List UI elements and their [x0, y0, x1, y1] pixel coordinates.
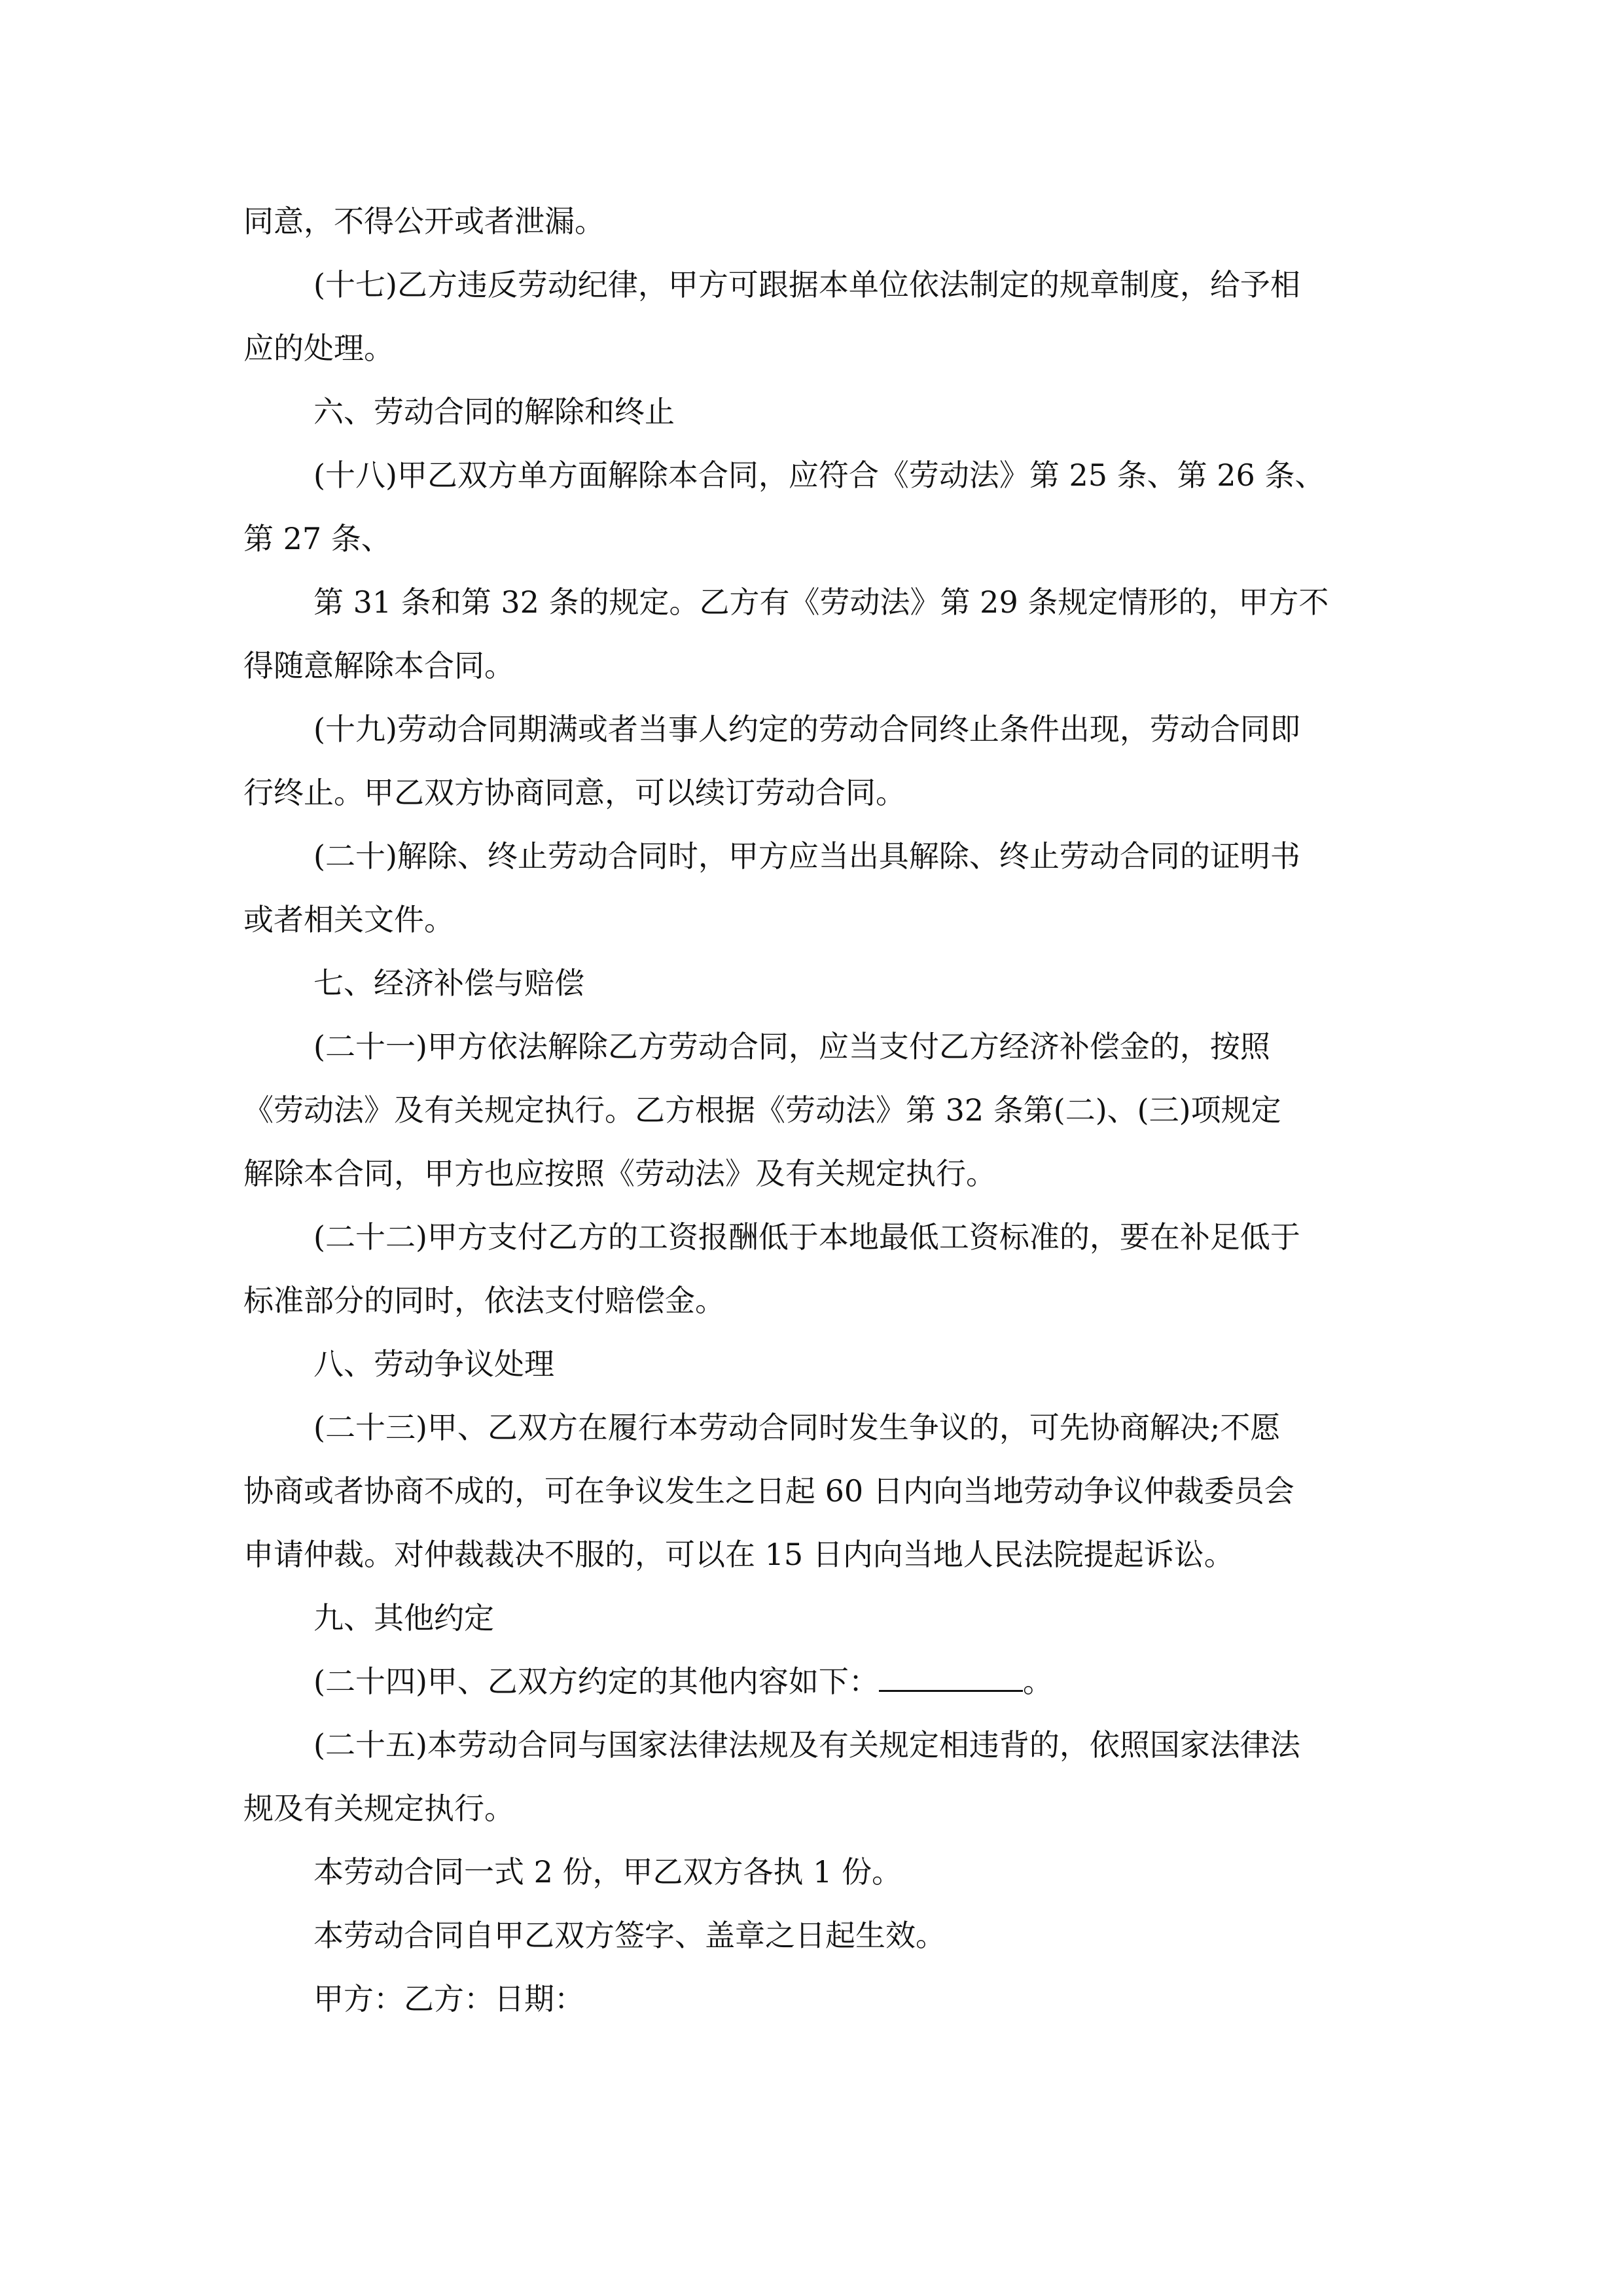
clause-22-line-1: (二十二)甲方支付乙方的工资报酬低于本地最低工资标准的，要在补足低于: [313, 1219, 1300, 1255]
clause-17-line-1: (十七)乙方违反劳动纪律，甲方可跟据本单位依法制定的规章制度，给予相: [313, 267, 1300, 302]
clause-25-line-2: 规及有关规定执行。: [243, 1791, 514, 1826]
clause-19-line-1: (十九)劳动合同期满或者当事人约定的劳动合同终止条件出现，劳动合同即: [313, 711, 1300, 747]
signature-line: 甲方：乙方：日期：: [313, 1981, 584, 2017]
clause-23-line-1: (二十三)甲、乙双方在履行本劳动合同时发生争议的，可先协商解决;不愿: [313, 1410, 1281, 1445]
clause-19-line-2: 行终止。甲乙双方协商同意，可以续订劳动合同。: [243, 775, 906, 810]
effective-statement: 本劳动合同自甲乙双方签字、盖章之日起生效。: [313, 1918, 946, 1953]
clause-21-line-1: (二十一)甲方依法解除乙方劳动合同，应当支付乙方经济补偿金的，按照: [313, 1029, 1270, 1064]
document-page: [243, 190, 1395, 2031]
clause-18-line-2: 第 27 条、: [243, 521, 391, 556]
clause-24-line: [243, 1650, 1395, 1713]
clause-18-line-4: 得随意解除本合同。: [243, 648, 514, 683]
section-9-heading: 九、其他约定: [313, 1600, 494, 1636]
clause-24-end: 。: [1022, 1664, 1053, 1699]
copies-statement: 本劳动合同一式 2 份，甲乙双方各执 1 份。: [313, 1854, 902, 1890]
clause-25-line-1: (二十五)本劳动合同与国家法律法规及有关规定相违背的，依照国家法律法: [313, 1727, 1300, 1763]
clause-20-line-2: 或者相关文件。: [243, 902, 454, 937]
clause-20-line-1: (二十)解除、终止劳动合同时，甲方应当出具解除、终止劳动合同的证明书: [313, 838, 1300, 874]
clause-21-line-3: 解除本合同，甲方也应按照《劳动法》及有关规定执行。: [243, 1156, 996, 1191]
text-line: 同意，不得公开或者泄漏。: [243, 204, 605, 239]
clause-18-line-3: 第 31 条和第 32 条的规定。乙方有《劳动法》第 29 条规定情形的，甲方不: [313, 584, 1329, 620]
clause-17-line-2: 应的处理。: [243, 331, 394, 366]
clause-23-line-3: 申请仲裁。对仲裁裁决不服的，可以在 15 日内向当地人民法院提起诉讼。: [243, 1537, 1234, 1572]
clause-21-line-2: 《劳动法》及有关规定执行。乙方根据《劳动法》第 32 条第(二)、(三)项规定: [243, 1092, 1281, 1128]
fill-in-blank: [879, 1662, 1023, 1692]
section-6-heading: 六、劳动合同的解除和终止: [313, 394, 675, 429]
clause-22-line-2: 标准部分的同时，依法支付赔偿金。: [243, 1283, 725, 1318]
section-7-heading: 七、经济补偿与赔偿: [313, 965, 584, 1001]
section-8-heading: 八、劳动争议处理: [313, 1346, 554, 1382]
clause-18-line-1: (十八)甲乙双方单方面解除本合同，应符合《劳动法》第 25 条、第 26 条、: [313, 457, 1325, 493]
clause-23-line-2: 协商或者协商不成的，可在争议发生之日起 60 日内向当地劳动争议仲裁委员会: [243, 1473, 1294, 1509]
clause-24-text: (二十四)甲、乙双方约定的其他内容如下：: [313, 1664, 879, 1699]
